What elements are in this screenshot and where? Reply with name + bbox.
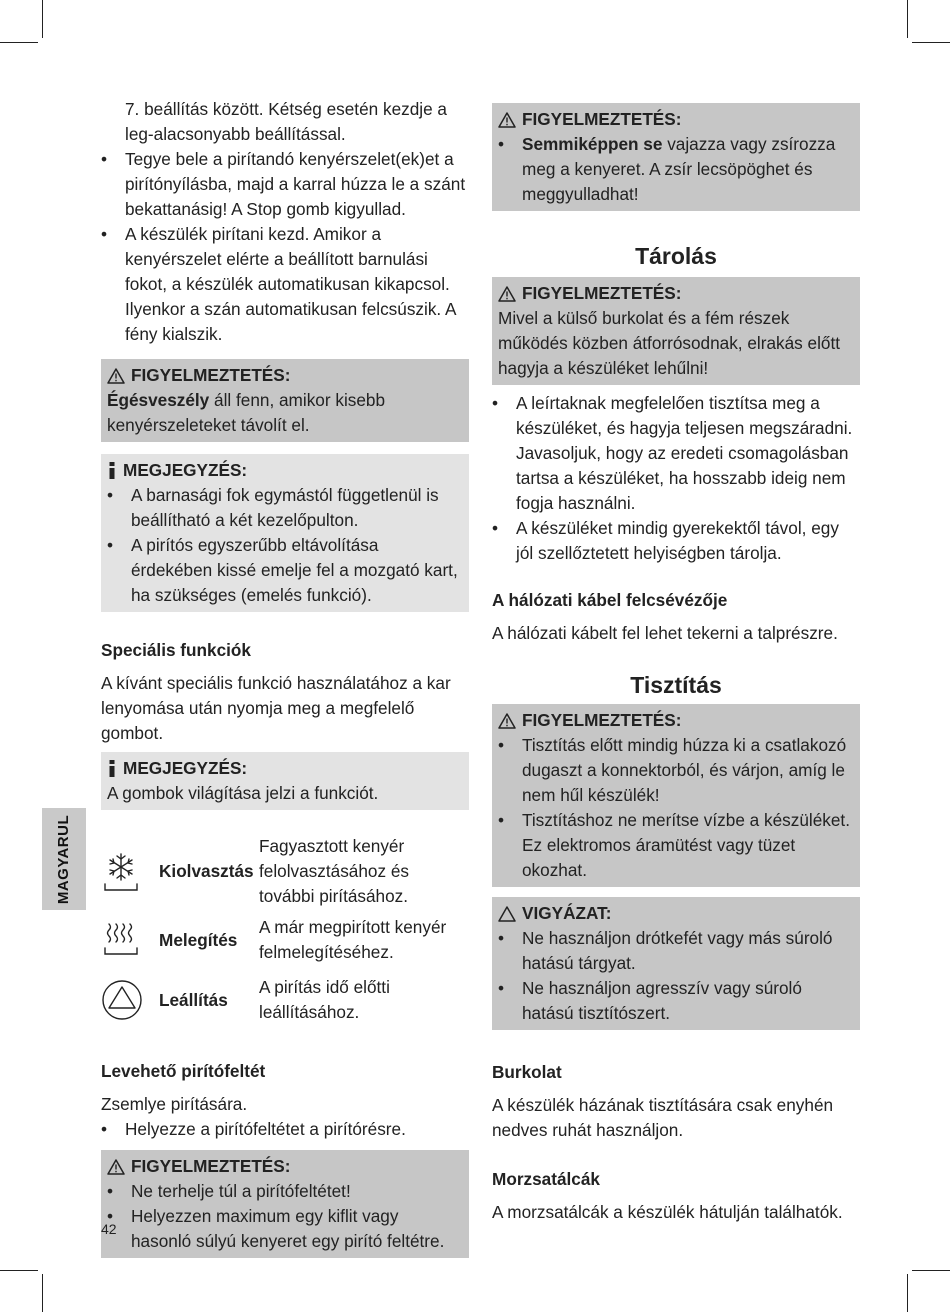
warning-triangle-icon bbox=[107, 1159, 125, 1175]
warning-title-text: FIGYELMEZTETÉS: bbox=[522, 710, 682, 730]
info-icon bbox=[107, 462, 117, 479]
warning-title bbox=[498, 708, 852, 733]
crop-mark bbox=[0, 1270, 38, 1271]
crop-mark bbox=[907, 1274, 908, 1312]
list-item: • A pirítós egyszerűbb eltávolítása érdekében kissé emelje fel a mozgató kart, ha szükséges (emelés funkció). bbox=[107, 533, 461, 608]
housing-heading: Burkolat bbox=[492, 1062, 562, 1082]
list-item: • A készülék pirítani kezd. Amikor a kenyérszelet elérte a beállított barnulási fokot, a készülék automatikusan kikapcsol. Ilyenkor a szán automatikusan felcsúszik. A fény kialszik. bbox=[101, 222, 469, 347]
info-icon bbox=[107, 760, 117, 777]
housing-text: A készülék házának tisztítására csak enyhén nedves ruhát használjon. bbox=[492, 1095, 834, 1140]
special-functions-heading: Speciális funkciók bbox=[101, 640, 251, 660]
page-number: 42 bbox=[101, 1221, 117, 1237]
warning-triangle-icon bbox=[498, 713, 516, 729]
list-item: • Tisztításhoz ne merítse vízbe a készüléket. Ez elektromos áramütést vagy tüzet okozhat. bbox=[498, 808, 852, 883]
language-side-tab bbox=[42, 808, 86, 910]
intro-continued-text: 7. beállítás között. Kétség esetén kezdje a leg-alacsonyabb beállítással. bbox=[125, 99, 447, 144]
warning-bullet-list bbox=[498, 733, 852, 883]
cable-heading: A hálózati kábel felcsévézője bbox=[492, 590, 728, 610]
intro-bullet-list bbox=[101, 147, 469, 347]
crop-mark bbox=[912, 1270, 950, 1271]
warning-title bbox=[107, 363, 461, 388]
stop-icon bbox=[101, 979, 159, 1021]
cable-text: A hálózati kábelt fel lehet tekerni a talprészre. bbox=[492, 623, 838, 643]
warning-text: áll fenn, amikor kisebb kenyérszeleteket távolít el. bbox=[107, 390, 386, 435]
crumb-tray-text: A morzsatálcák a készülék hátulján találhatók. bbox=[492, 1202, 843, 1222]
reheat-icon bbox=[101, 920, 159, 960]
list-item: • Ne használjon drótkefét vagy más súroló hatású tárgyat. bbox=[498, 926, 852, 976]
warning-title bbox=[498, 281, 852, 306]
function-name: Kiolvasztás bbox=[159, 861, 254, 881]
crop-mark bbox=[912, 42, 950, 43]
crop-mark bbox=[42, 1274, 43, 1312]
rack-bullet-list bbox=[101, 1117, 469, 1142]
language-label: MAGYARUL bbox=[55, 814, 73, 904]
warning-triangle-icon bbox=[498, 286, 516, 302]
list-item: • Tegye bele a pirítandó kenyérszelet(ek)et a pirítónyílásba, majd a karral húzza le a szánt bekattanásig! A Stop gomb kigyullad. bbox=[101, 147, 469, 222]
function-description: Fagyasztott kenyér felolvasztásához és további pirításához. bbox=[259, 836, 409, 906]
function-description: A pirítás idő előtti leállításához. bbox=[259, 977, 390, 1022]
list-item: • A leírtaknak megfelelően tisztítsa meg a készüléket, és hagyja teljesen megszáradni. Javasoljuk, hogy az eredeti csomagolásban tartsa a készüléket, ha hosszabb ideig nem fogja használni. bbox=[492, 391, 860, 516]
function-name: Melegítés bbox=[159, 929, 238, 950]
warning-box-butter bbox=[492, 103, 860, 211]
warning-title bbox=[498, 107, 852, 132]
caution-title bbox=[498, 901, 852, 926]
note-title bbox=[107, 458, 461, 483]
warning-triangle-icon bbox=[498, 112, 516, 128]
crop-mark bbox=[0, 42, 38, 43]
list-item: • Tisztítás előtt mindig húzza ki a csatlakozó dugaszt a konnektorból, és várjon, amíg le nem hűl készülék! bbox=[498, 733, 852, 808]
warning-box-storage bbox=[492, 277, 860, 385]
warning-title-text: FIGYELMEZTETÉS: bbox=[522, 283, 682, 303]
list-item: • Ne használjon agresszív vagy súroló hatású tisztítószert. bbox=[498, 976, 852, 1026]
warning-box-cleaning bbox=[492, 704, 860, 887]
warning-text: Mivel a külső burkolat és a fém részek működés közben átforrósodnak, elrakás előtt hagyja a készüléket lehűlni! bbox=[498, 308, 841, 378]
warning-text: vajazza vagy zsírozza meg a kenyeret. A zsír lecsöpöghet és meggyulladhat! bbox=[522, 134, 836, 204]
warning-box-burn bbox=[101, 359, 469, 442]
note-text: A gombok világítása jelzi a funkciót. bbox=[107, 783, 379, 803]
storage-bullet-list bbox=[492, 391, 860, 566]
storage-heading: Tárolás bbox=[635, 243, 717, 269]
warning-triangle-icon bbox=[107, 368, 125, 384]
note-title bbox=[107, 756, 461, 781]
rack-text: Zsemlye pirítására. bbox=[101, 1094, 248, 1114]
caution-box bbox=[492, 897, 860, 1030]
cleaning-heading: Tisztítás bbox=[630, 672, 722, 698]
crumb-tray-heading: Morzsatálcák bbox=[492, 1169, 600, 1189]
caution-triangle-icon bbox=[498, 906, 516, 922]
warning-title bbox=[107, 1154, 461, 1179]
list-item bbox=[498, 132, 852, 207]
function-name: Leállítás bbox=[159, 989, 228, 1010]
list-item: • Helyezzen maximum egy kiflit vagy hasonló súlyú kenyeret egy pirító feltétre. bbox=[107, 1204, 461, 1254]
crop-mark bbox=[42, 0, 43, 38]
list-item: • Helyezze a pirítófeltétet a pirítórésre. bbox=[101, 1117, 469, 1142]
warning-title-text: FIGYELMEZTETÉS: bbox=[131, 365, 291, 385]
warning-bold-text: Semmiképpen se bbox=[522, 134, 663, 154]
list-item: • A barnasági fok egymástól függetlenül is beállítható a két kezelőpulton. bbox=[107, 483, 461, 533]
note-box-buttons bbox=[101, 752, 469, 810]
warning-title-text: FIGYELMEZTETÉS: bbox=[131, 1156, 291, 1176]
right-column bbox=[492, 103, 860, 1225]
note-bullet-list bbox=[107, 483, 461, 608]
note-title-text: MEGJEGYZÉS: bbox=[123, 758, 248, 778]
warning-bold-text: Égésveszély bbox=[107, 390, 210, 410]
note-title-text: MEGJEGYZÉS: bbox=[123, 460, 248, 480]
list-item: • A készüléket mindig gyerekektől távol, egy jól szellőztetett helyiségben tárolja. bbox=[492, 516, 860, 566]
defrost-icon bbox=[101, 850, 159, 894]
rack-heading: Levehető pirítófeltét bbox=[101, 1061, 266, 1081]
crop-mark bbox=[907, 0, 908, 38]
note-box-browning bbox=[101, 454, 469, 612]
warning-body bbox=[107, 388, 461, 438]
warning-bullet-list bbox=[107, 1179, 461, 1254]
list-item: • Ne terhelje túl a pirítófeltétet! bbox=[107, 1179, 461, 1204]
function-description: A már megpirított kenyér felmelegítéséhez. bbox=[259, 917, 447, 962]
caution-title-text: VIGYÁZAT: bbox=[522, 903, 612, 923]
function-table bbox=[101, 834, 469, 1025]
left-column bbox=[101, 97, 469, 1258]
special-functions-text: A kívánt speciális funkció használatához a kar lenyomása után nyomja meg a megfelelő gombot. bbox=[101, 673, 451, 743]
warning-bullet-list bbox=[498, 132, 852, 207]
warning-title-text: FIGYELMEZTETÉS: bbox=[522, 109, 682, 129]
warning-box-rack bbox=[101, 1150, 469, 1258]
caution-bullet-list bbox=[498, 926, 852, 1026]
